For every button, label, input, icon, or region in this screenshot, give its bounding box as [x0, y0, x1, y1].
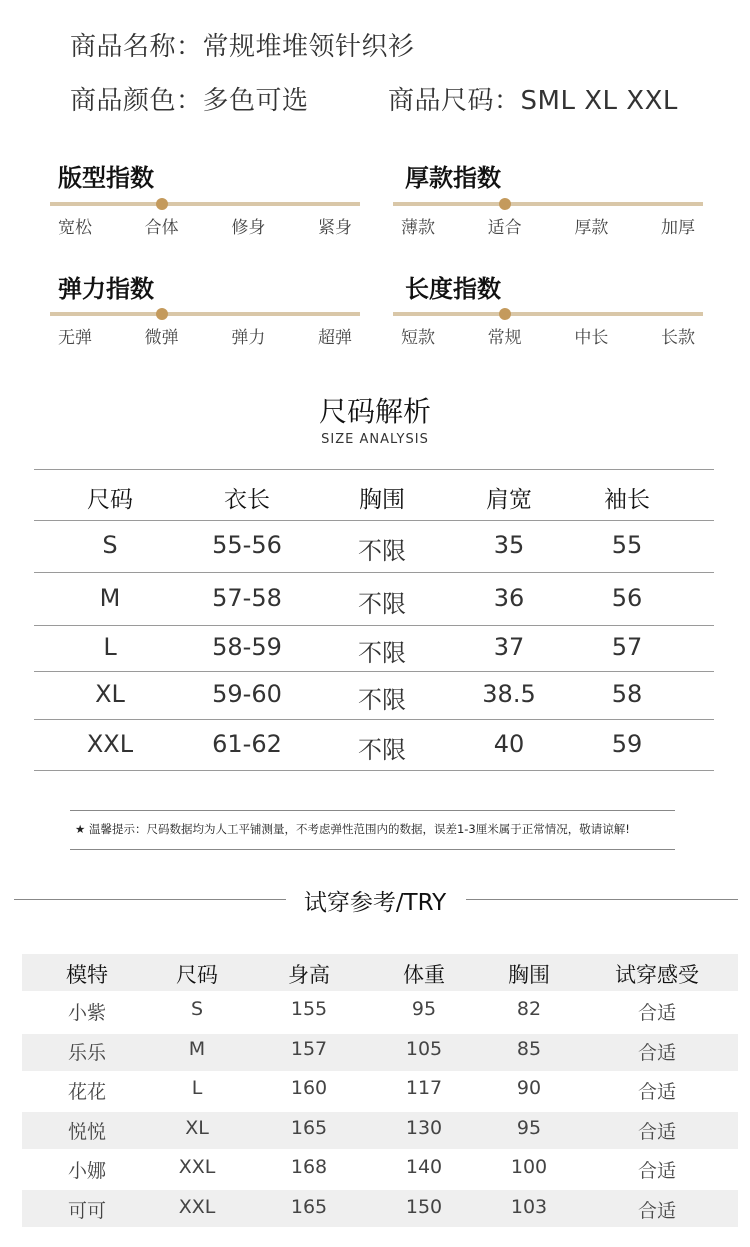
size-table-cell: 58-59 — [212, 633, 282, 661]
size-table-rule — [34, 572, 714, 573]
try-table-header: 试穿感受 — [615, 963, 699, 987]
size-table-rule — [34, 520, 714, 521]
size-table-cell: 55-56 — [212, 531, 282, 559]
index-track — [50, 312, 360, 316]
try-table-cell: 82 — [516, 998, 542, 1020]
size-table-cell: 59 — [611, 729, 643, 758]
try-table-header: 胸围 — [508, 963, 550, 987]
size-table-cell: 56 — [611, 583, 643, 612]
product-name — [70, 26, 415, 63]
size-table-cell: 57-58 — [212, 583, 282, 612]
try-table-stripe — [22, 1112, 738, 1149]
try-table-cell: 合适 — [637, 1200, 677, 1222]
try-table-cell: 105 — [405, 1037, 443, 1060]
size-table-rule — [34, 469, 714, 470]
try-table-cell: 95 — [516, 1116, 542, 1139]
size-table-cell: 37 — [493, 633, 525, 661]
try-table-cell: 150 — [405, 1196, 443, 1218]
tip-bottom-divider — [70, 849, 675, 850]
product-name-label: 商品名称： — [70, 32, 203, 62]
size-table-cell: 61-62 — [212, 729, 282, 758]
index-option-label: 弹力 — [231, 328, 266, 348]
size-table-cell: XL — [95, 680, 125, 708]
try-table-stripe — [22, 1034, 738, 1071]
index-option-label: 紧身 — [318, 218, 352, 238]
size-table-rule — [34, 719, 714, 720]
try-table-cell: 小紫 — [67, 1002, 107, 1024]
size-table-header: 肩宽 — [486, 487, 532, 513]
try-table-header: 模特 — [66, 963, 108, 987]
size-table-cell: 40 — [493, 729, 525, 758]
try-table-cell: 160 — [290, 1077, 328, 1100]
index-track — [50, 202, 360, 206]
index-option-label: 短款 — [401, 328, 435, 348]
size-table-cell: 不限 — [358, 639, 406, 667]
try-table-cell: 95 — [411, 998, 437, 1020]
index-option-label: 中长 — [574, 328, 609, 348]
try-table-cell: L — [191, 1077, 203, 1100]
size-table-header: 尺码 — [87, 487, 133, 513]
index-marker — [156, 308, 168, 320]
try-table-cell: 140 — [405, 1156, 443, 1179]
try-table-header: 尺码 — [176, 963, 218, 987]
index-option-label: 厚款 — [574, 218, 609, 238]
try-table-stripe — [22, 1190, 738, 1227]
size-table-cell: 36 — [493, 583, 525, 612]
size-table-cell: 不限 — [358, 735, 406, 764]
size-table-cell: 35 — [493, 531, 525, 559]
try-table-cell: 90 — [516, 1077, 542, 1100]
index-option-label: 加厚 — [661, 218, 695, 238]
try-table-cell: 悦悦 — [67, 1120, 107, 1143]
index-option-label: 修身 — [231, 218, 266, 238]
size-table-rule — [34, 625, 714, 626]
size-table-cell: 58 — [611, 680, 643, 708]
try-table-cell: 合适 — [637, 1160, 677, 1183]
product-name-value: 常规堆堆领针织衫 — [202, 32, 415, 62]
size-table-cell: 不限 — [358, 686, 406, 714]
try-table-cell: 155 — [290, 998, 328, 1020]
try-table-cell: 乐乐 — [67, 1041, 107, 1064]
try-table-cell: 小娜 — [67, 1160, 107, 1183]
size-table-cell: 38.5 — [482, 680, 536, 708]
index-option-label: 无弹 — [58, 328, 92, 348]
try-table-cell: 合适 — [637, 1120, 677, 1143]
index-track — [393, 312, 703, 316]
try-table-cell: S — [190, 998, 204, 1020]
tip-text: ★ 温馨提示：尺码数据均为人工平铺测量，不考虑弹性范围内的数据，误差1-3厘米属于正常情况，敬请谅解! — [75, 822, 630, 836]
index-option-label: 微弹 — [144, 328, 179, 348]
size-analysis-title: 尺码解析 — [318, 395, 431, 428]
index-title: 厚款指数 — [405, 164, 501, 192]
try-table-cell: 165 — [290, 1196, 328, 1218]
product-color-value: 多色可选 — [202, 86, 309, 116]
try-on-title: 试穿参考/TRY — [303, 890, 447, 916]
product-color — [70, 80, 309, 117]
size-table-cell: XXL — [86, 729, 134, 758]
try-table-cell: XXL — [178, 1196, 216, 1218]
index-option-label: 适合 — [487, 218, 522, 238]
try-table-cell: 花花 — [67, 1081, 107, 1104]
index-track — [393, 202, 703, 206]
size-table-header: 袖长 — [604, 487, 650, 513]
try-title-right-line — [466, 899, 738, 900]
index-marker — [499, 198, 511, 210]
product-size — [388, 80, 678, 117]
size-table-cell: 55 — [611, 531, 643, 559]
index-title: 版型指数 — [58, 164, 154, 192]
index-title: 长度指数 — [405, 275, 501, 303]
try-table-cell: 合适 — [637, 1041, 677, 1064]
index-option-label: 超弹 — [318, 328, 352, 348]
try-table-cell: 100 — [510, 1156, 548, 1179]
try-table-cell: 103 — [510, 1196, 548, 1218]
try-table-cell: 168 — [290, 1156, 328, 1179]
index-option-label: 宽松 — [58, 218, 92, 238]
size-table-cell: L — [103, 633, 117, 661]
size-table-cell: M — [99, 583, 121, 612]
try-table-cell: 合适 — [637, 1081, 677, 1104]
index-option-label: 长款 — [661, 328, 695, 348]
try-table-cell: XL — [185, 1116, 209, 1139]
try-table-header: 身高 — [288, 963, 330, 987]
index-option-label: 常规 — [487, 328, 522, 348]
index-title: 弹力指数 — [58, 275, 154, 303]
try-table-cell: 85 — [516, 1037, 542, 1060]
size-table-header: 胸围 — [359, 487, 405, 513]
try-table-cell: 130 — [405, 1116, 443, 1139]
size-table-cell: S — [102, 531, 118, 559]
index-marker — [156, 198, 168, 210]
size-table-cell: 不限 — [358, 537, 406, 565]
index-option-label: 薄款 — [401, 218, 435, 238]
try-table-cell: 可可 — [67, 1200, 107, 1222]
try-table-cell: 117 — [405, 1077, 443, 1100]
index-marker — [499, 308, 511, 320]
product-size-label: 商品尺码： — [388, 86, 521, 116]
try-table-cell: M — [188, 1037, 206, 1060]
try-table-cell: XXL — [178, 1156, 216, 1179]
index-option-label: 合体 — [144, 218, 179, 238]
product-color-label: 商品颜色： — [70, 86, 203, 116]
size-table-cell: 57 — [611, 633, 643, 661]
size-table-rule — [34, 671, 714, 672]
try-table-cell: 165 — [290, 1116, 328, 1139]
size-table-cell: 不限 — [358, 589, 406, 618]
size-table-header: 衣长 — [224, 487, 270, 513]
size-table-cell: 59-60 — [212, 680, 282, 708]
tip-top-divider — [70, 810, 675, 811]
product-size-value: SML XL XXL — [520, 86, 678, 116]
try-table-cell: 合适 — [637, 1002, 677, 1024]
try-table-header: 体重 — [403, 963, 445, 987]
size-analysis-subtitle: SIZE ANALYSIS — [321, 432, 429, 447]
size-table-rule — [34, 770, 714, 771]
try-table-cell: 157 — [290, 1037, 328, 1060]
